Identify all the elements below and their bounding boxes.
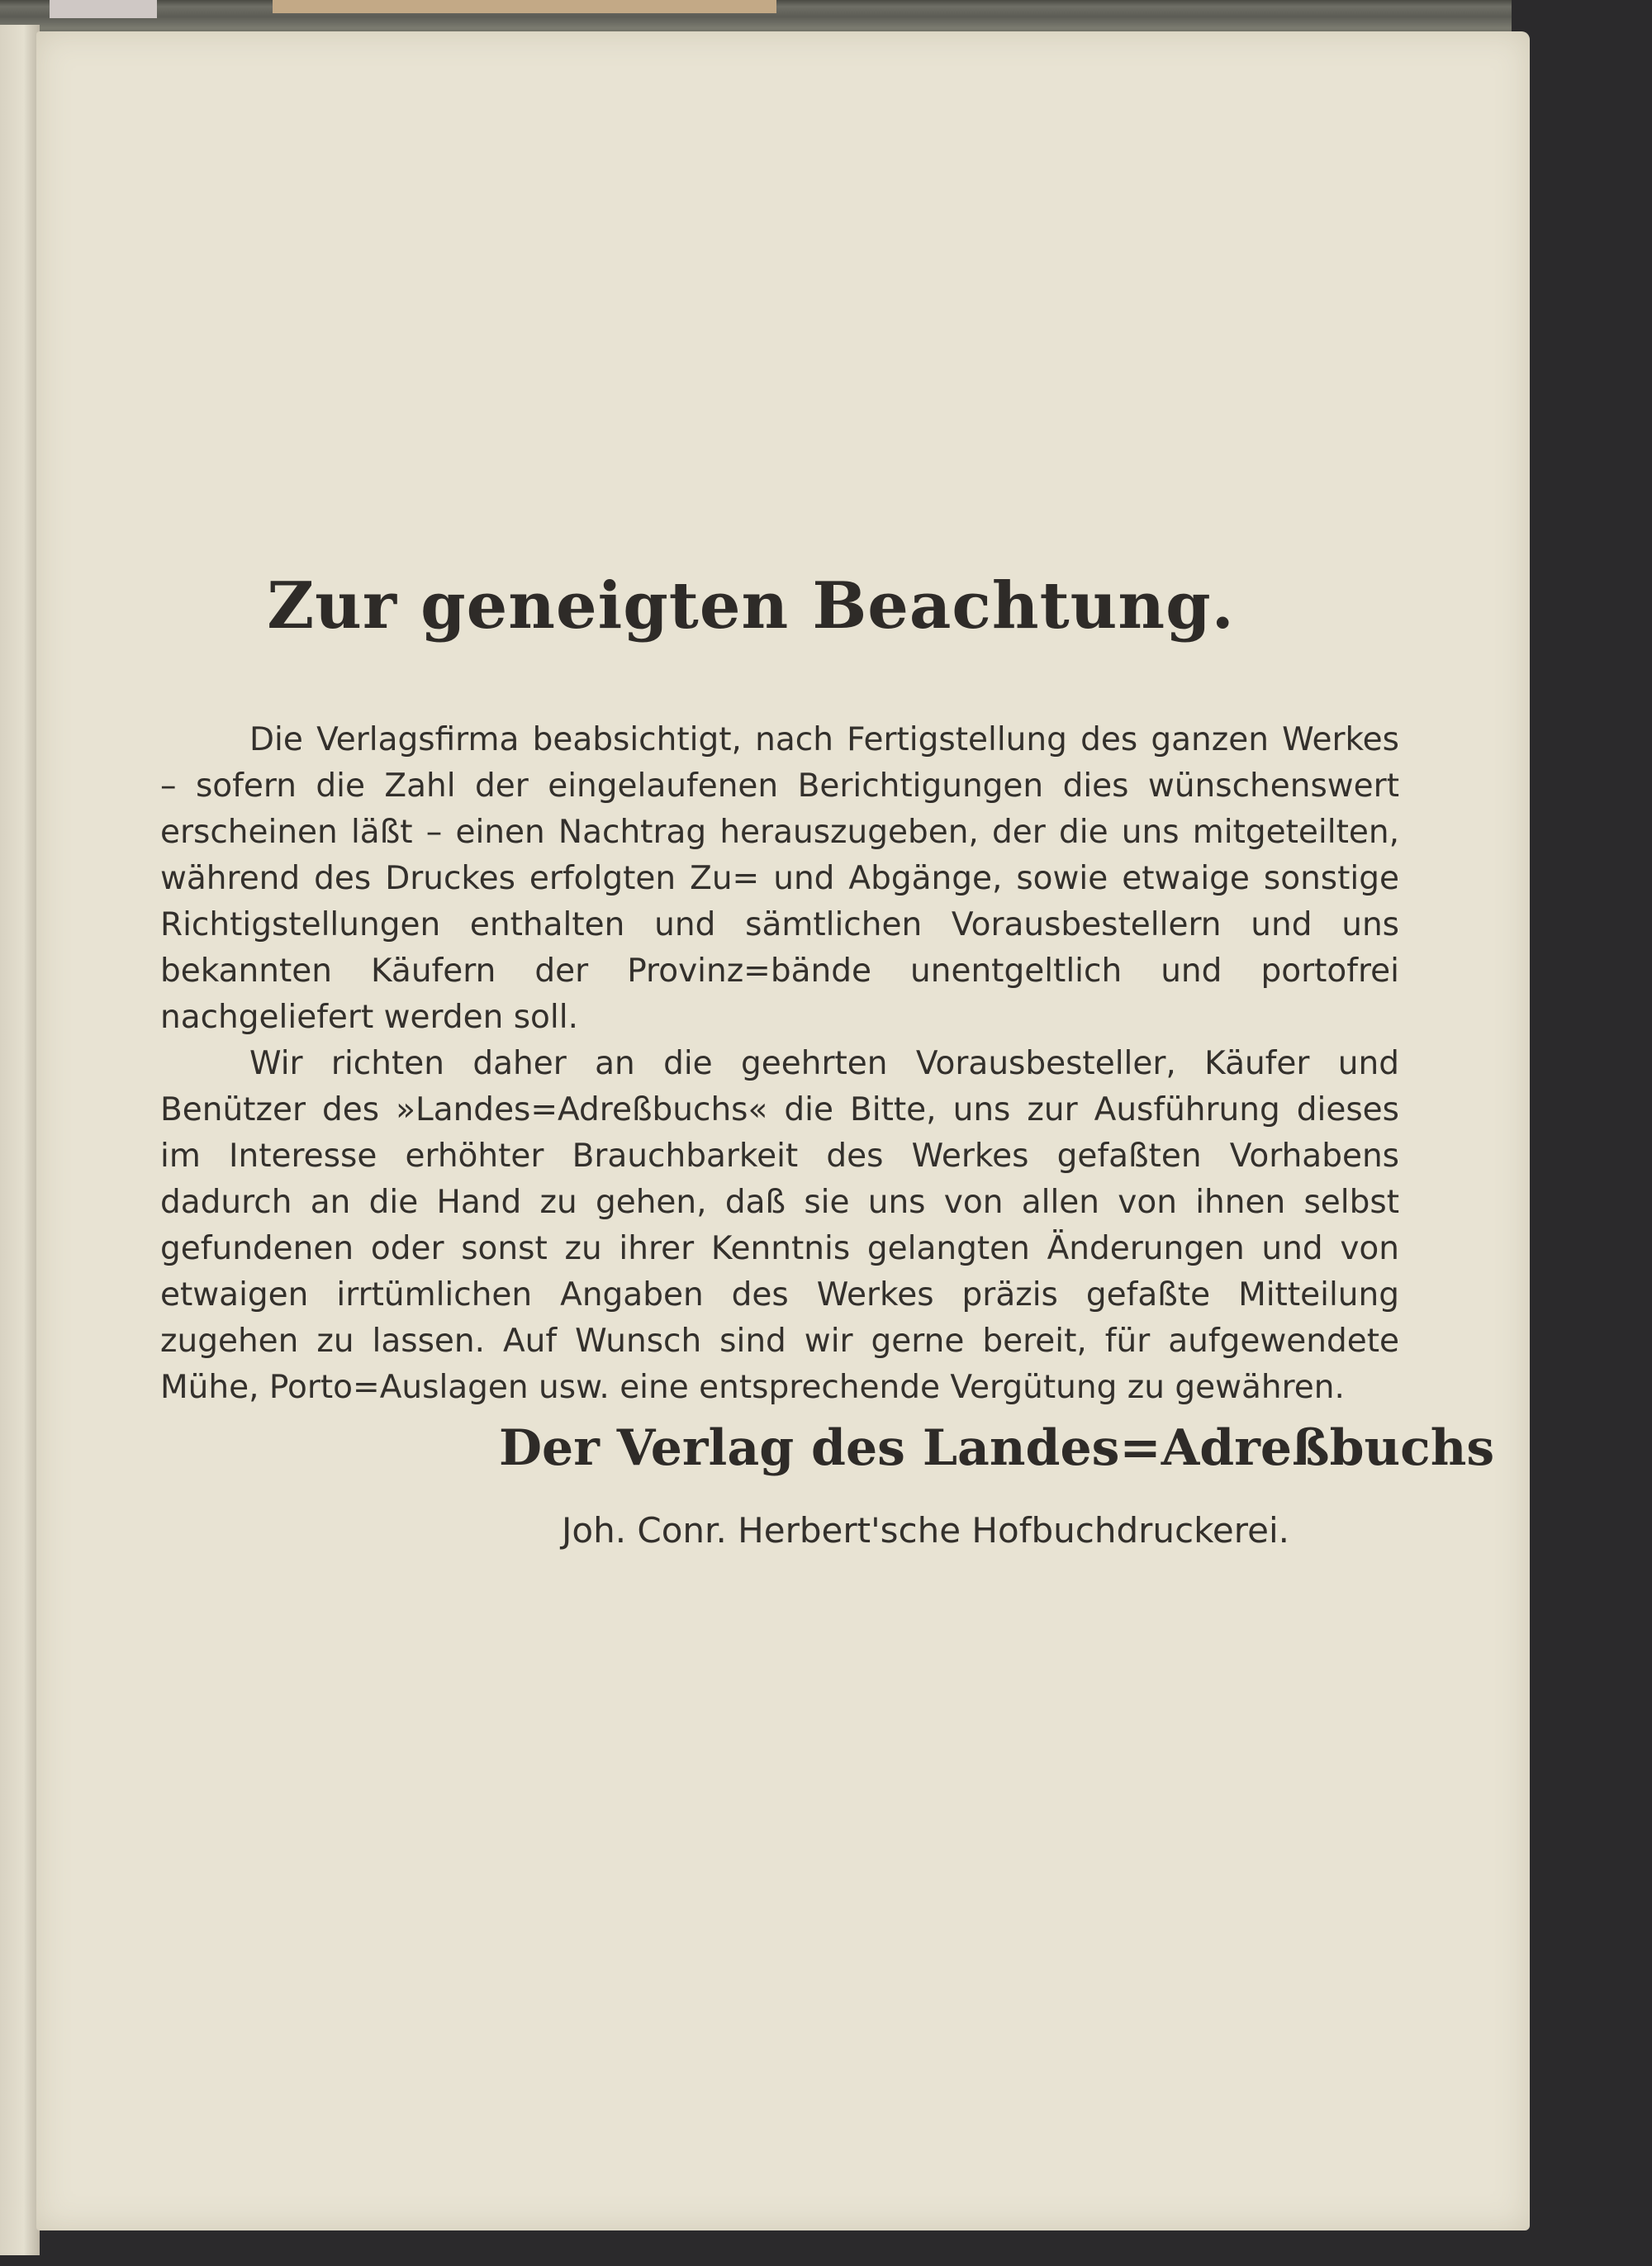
page xyxy=(36,31,1530,2230)
left-page-edge xyxy=(0,25,40,2255)
bookmark-tab xyxy=(50,0,157,18)
paragraph-2: Wir richten daher an die geehrten Vorausbesteller, Käufer und Benützer des »Landes=Adreßbuchs« die Bitte, uns zur Ausführung dieses im Interesse erhöhter Brauchbarkeit des Werkes gefaßten Vorhabens dadurch an die Hand zu gehen, daß sie uns von allen von ihnen selbst gefundenen oder sonst zu ihrer Kenntnis gelangten Änderungen und von etwaigen irrtümlichen Angaben des Werkes präzis gefaßte Mitteilung zugehen zu lassen. Auf Wunsch sind wir gerne bereit, für aufgewendete Mühe, Porto=Auslagen usw. eine entsprechende Vergütung zu gewähren. xyxy=(160,1045,1399,1406)
signature: Der Verlag des Landes=Adreßbuchs xyxy=(499,1419,1495,1477)
spine-label xyxy=(273,0,776,13)
page-title: Zur geneigten Beachtung. xyxy=(267,568,1235,644)
notice-body xyxy=(160,717,1399,1411)
paragraph-1: Die Verlagsfirma beabsichtigt, nach Fertigstellung des ganzen Werkes – sofern die Zahl der eingelaufenen Berichtigungen dies wünschenswert erscheinen läßt – einen Nachtrag herauszugeben, der die uns mitgeteilten, während des Druckes erfolgten Zu= und Abgänge, sowie etwaige sonstige Richtigstellungen enthalten und sämtlichen Vorausbestellern und uns bekannten Käufern der Provinz=bände unentgeltlich und portofrei nachgeliefert werden soll. xyxy=(160,721,1399,1036)
publisher-name: Joh. Conr. Herbert'sche Hofbuchdruckerei. xyxy=(562,1510,1289,1551)
